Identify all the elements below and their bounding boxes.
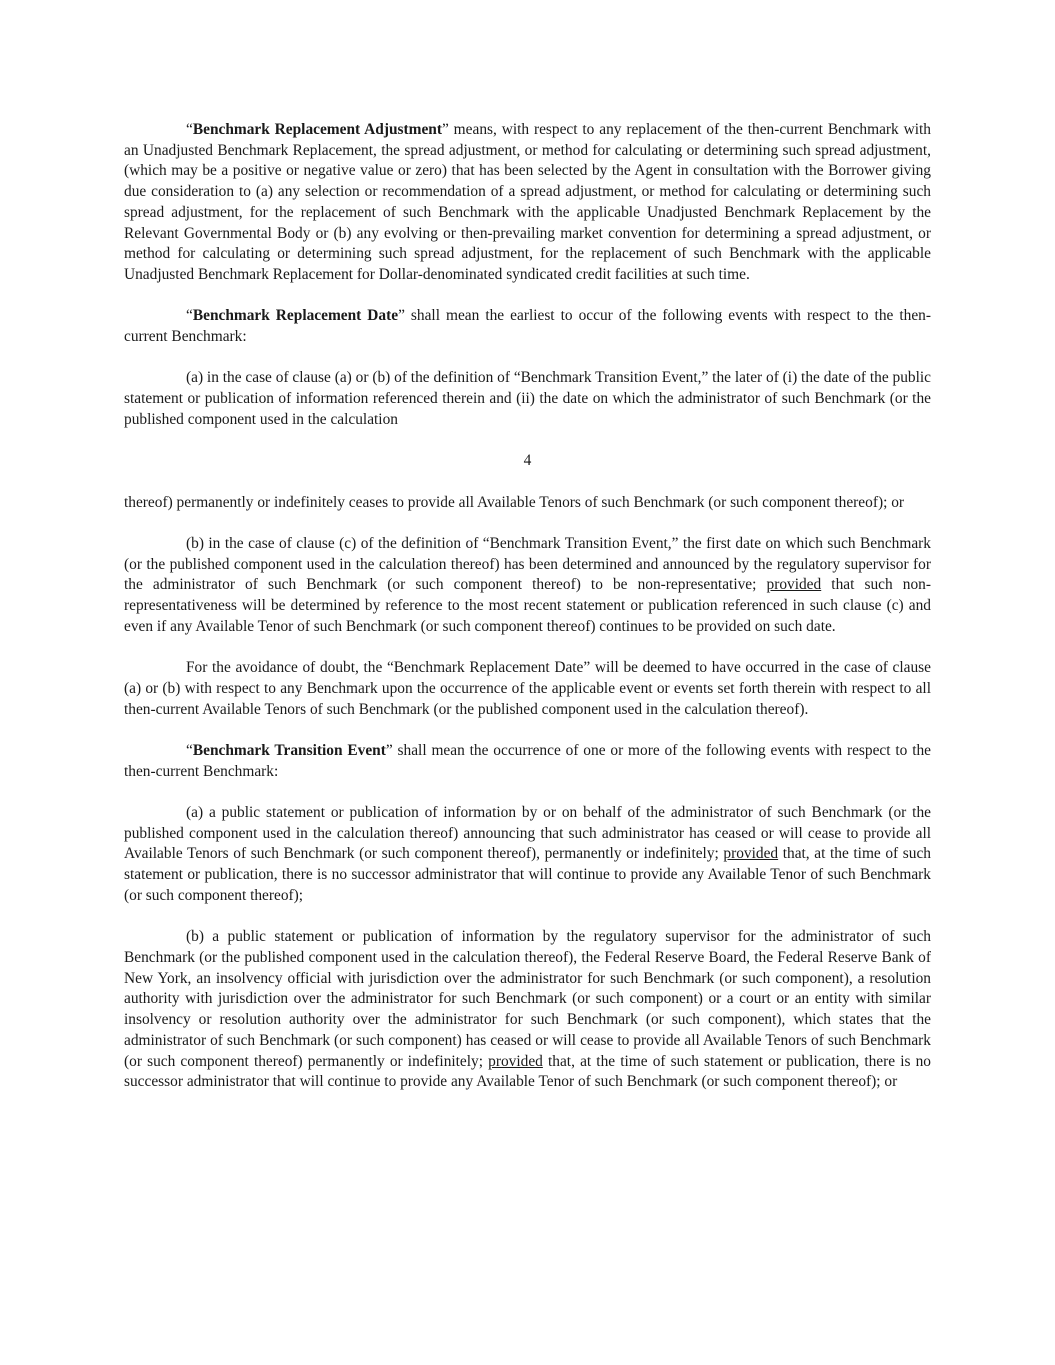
definition-benchmark-replacement-date bbox=[124, 306, 931, 347]
defined-term: Benchmark Replacement Date bbox=[192, 307, 399, 325]
open-quote: “ bbox=[186, 121, 193, 138]
clause-text: that, at the time of such statement or publication, there is no successor administrator that will continue to provide any Available Tenor of such Benchmark (or such component thereof); or bbox=[124, 1052, 931, 1091]
close-quote: ” bbox=[441, 121, 449, 138]
close-quote: ” bbox=[385, 741, 393, 759]
replacement-date-clause-b bbox=[124, 534, 931, 638]
provided-underlined: provided bbox=[488, 1052, 543, 1070]
close-quote: ” bbox=[398, 307, 405, 325]
clause-text: (a) a public statement or publication of information by or on behalf of the administrator of such Benchmark (or the published component used in the calculation thereof) announcing that such administrator has ceased or will cease to provide all Available Tenors of such Benchmark (or such component thereof), permanently or indefinitely; bbox=[124, 804, 931, 863]
open-quote: “ bbox=[186, 741, 193, 759]
clause-text: (b) in the case of clause (c) of the definition of “Benchmark Transition Event,” the first date on which such Benchmark (or the published component used in the calculation thereof) has been determined and announced by the regulatory supervisor for the administrator of such Benchmark (or such component thereof) to be non-representative; bbox=[124, 534, 931, 594]
defined-term: Benchmark Replacement Adjustment bbox=[192, 121, 442, 138]
avoidance-of-doubt-paragraph: For the avoidance of doubt, the “Benchmark Replacement Date” will be deemed to have occurred in the case of clause (a) or (b) with respect to any Benchmark upon the occurrence of the applicable event or events set forth therein with respect to all then-current Available Tenors of such Benchmark (or the published component used in the calculation thereof). bbox=[124, 659, 931, 718]
provided-underlined: provided bbox=[766, 576, 822, 594]
clause-text: (b) a public statement or publication of information by the regulatory supervisor for the administrator of such Benchmark (or the published component used in the calculation thereof), the Federal Reserve Board, the Federal Reserve Bank of New York, an insolvency official with jurisdiction over the administrator for such Benchmark (or such component), a resolution authority with jurisdiction over the administrator for such Benchmark (or such component) or a court or an entity with similar insolvency or resolution authority over the administrator for such Benchmark (or such component), which states that the administrator of such Benchmark (or such component) has ceased or will cease to provide all Available Tenors of such Benchmark (or such component thereof) permanently or indefinitely; bbox=[124, 928, 931, 1070]
replacement-date-clause-a-part1: (a) in the case of clause (a) or (b) of the definition of “Benchmark Transition Event,” the later of (i) the date of the public statement or publication of information referenced therein and (ii) the date on which the administrator of such Benchmark (or the published component used in the calculation bbox=[124, 369, 931, 428]
clause-text: that, at the time of such statement or publication, there is no successor administrator that will continue to provide any Available Tenor of such Benchmark (or such component thereof); bbox=[124, 845, 931, 904]
replacement-date-clause-a-part2: thereof) permanently or indefinitely ceases to provide all Available Tenors of such Benchmark (or such component thereof); or bbox=[124, 493, 905, 511]
definition-benchmark-replacement-adjustment bbox=[124, 120, 931, 286]
definition-text: shall mean the earliest to occur of the following events with respect to the then-current Benchmark: bbox=[124, 307, 931, 346]
definition-benchmark-transition-event bbox=[124, 741, 931, 782]
definition-text: means, with respect to any replacement of the then-current Benchmark with an Unadjusted Benchmark Replacement, the spread adjustment, or method for calculating or determining such spread adjustment, (which may be a positive or negative value or zero) that has been selected by the Agent in consultation with the Borrower giving due consideration to (a) any selection or recommendation of a spread adjustment, or method for calculating or determining such spread adjustment, for the replacement of such Benchmark with the applicable Unadjusted Benchmark Replacement by the Relevant Governmental Body or (b) any evolving or then-prevailing market convention for determining a spread adjustment, or method for calculating or determining such spread adjustment, for the replacement of such Benchmark with the applicable Unadjusted Benchmark Replacement for Dollar-denominated syndicated credit facilities at such time. bbox=[124, 121, 931, 283]
page-number: 4 bbox=[523, 452, 532, 470]
transition-clause-a bbox=[124, 803, 931, 907]
transition-clause-b bbox=[124, 927, 931, 1093]
definition-text: shall mean the occurrence of one or more of the following events with respect to the then-current Benchmark: bbox=[124, 741, 932, 780]
clause-text: that such non-representativeness will be determined by reference to the most recent statement or publication referenced in such clause (c) and even if any Available Tenor of such Benchmark (or such component thereof) continues to be provided on such date. bbox=[124, 576, 931, 635]
document-page bbox=[124, 120, 931, 1114]
provided-underlined: provided bbox=[723, 845, 779, 863]
defined-term: Benchmark Transition Event bbox=[192, 741, 386, 759]
open-quote: “ bbox=[186, 307, 193, 325]
